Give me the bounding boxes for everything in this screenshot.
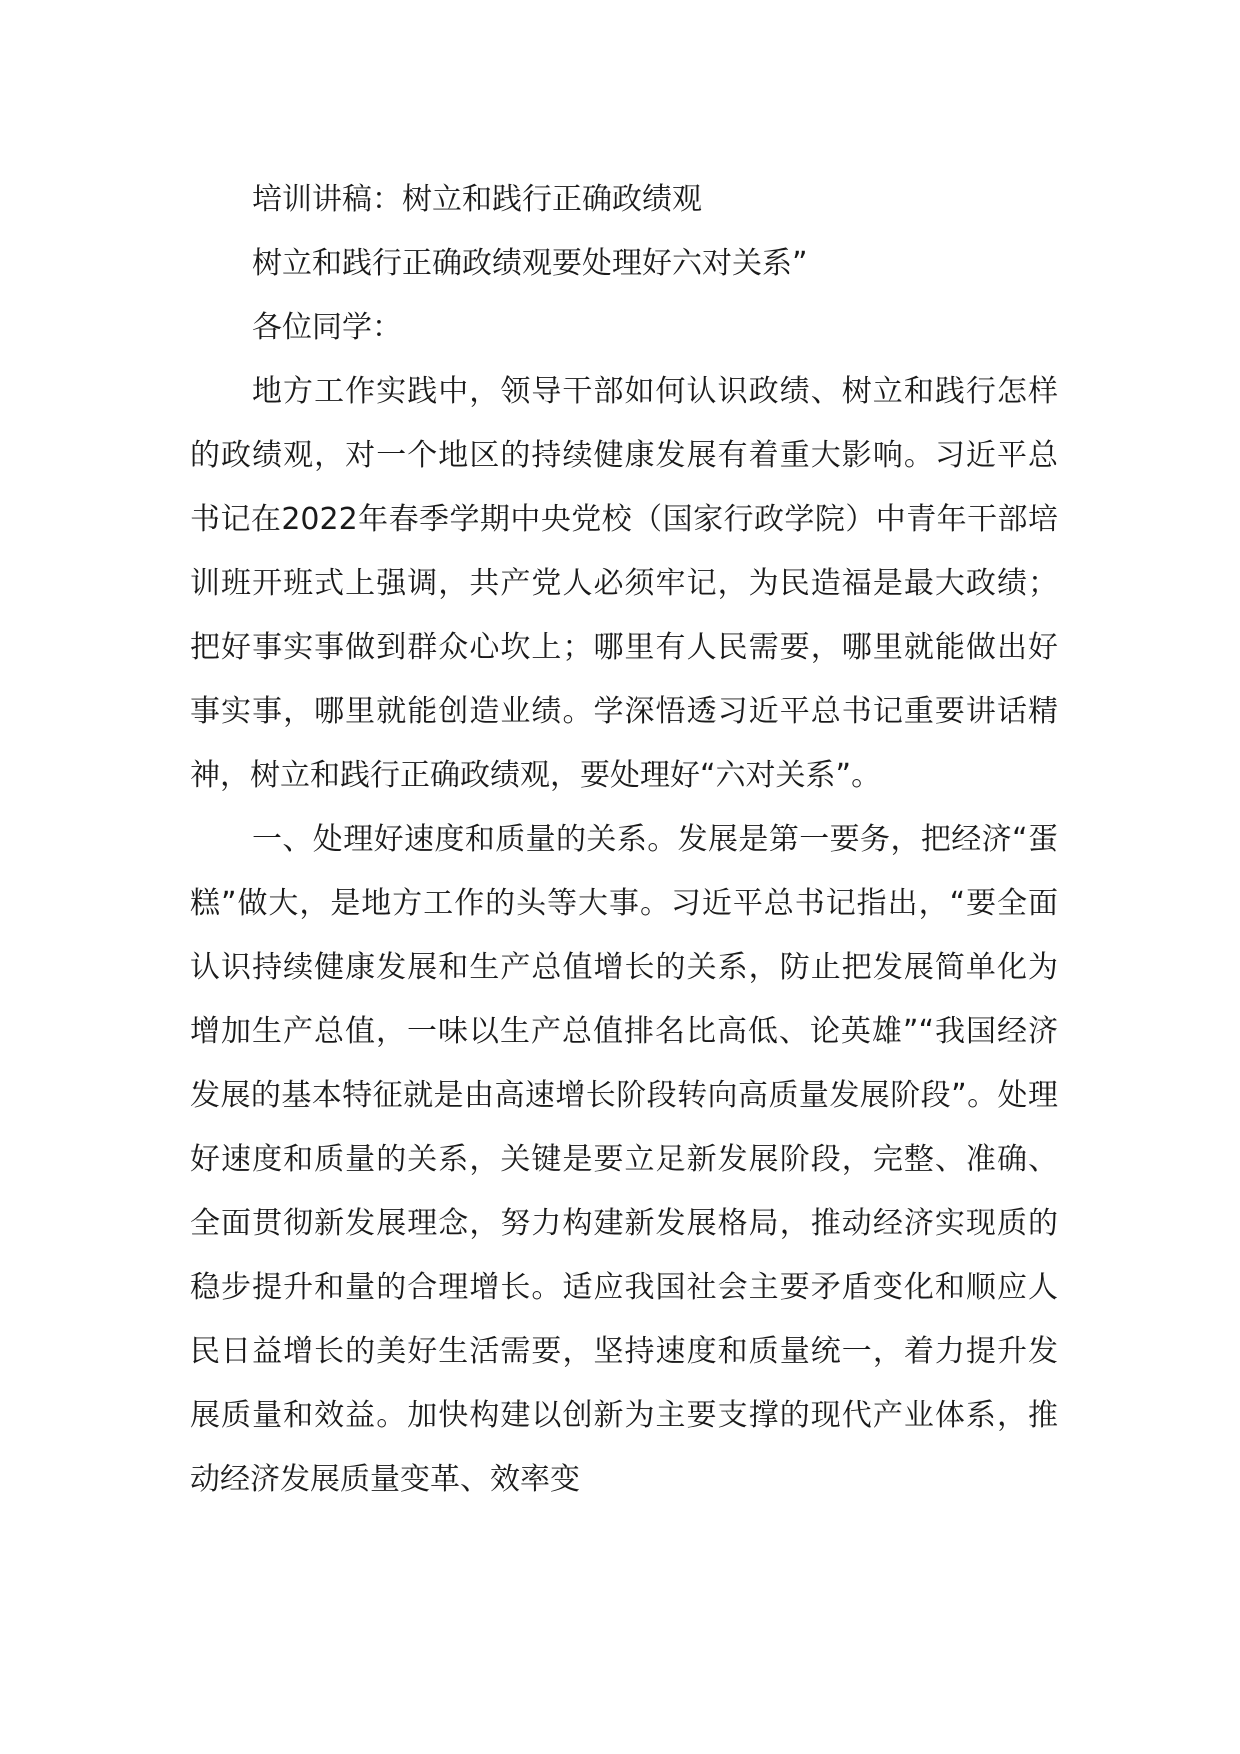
salutation: 各位同学： [252, 310, 402, 345]
paragraph-section-one: 一、处理好速度和质量的关系。发展是第一要务，把经济“蛋糕”做大，是地方工作的头等大事。习近平总书记指出，“要全面认识持续健康发展和生产总值增长的关系，防止把发展简单化为增加生产总值，一味以生产总值排名比高低、论英雄”“我国经济发展的基本特征就是由高速增长阶段转向高质量发展阶段”。处理好速度和质量的关系，关键是要立足新发展阶段，完整、准确、全面贯彻新发展理念，努力构建新发展格局，推动经济实现质的稳步提升和量的合理增长。适应我国社会主要矛盾变化和顺应人民日益增长的美好生活需要，坚持速度和质量统一，着力提升发展质量和效益。加快构建以创新为主要支撑的现代产业体系，推动经济发展质量变革、效率变 [190, 822, 1058, 1497]
paragraph-intro: 地方工作实践中，领导干部如何认识政绩、树立和践行怎样的政绩观，对一个地区的持续健康发展有着重大影响。习近平总书记在2022年春季学期中央党校（国家行政学院）中青年干部培训班开班式上强调，共产党人必须牢记，为民造福是最大政绩；把好事实事做到群众心坎上；哪里有人民需要，哪里就能做出好事实事，哪里就能创造业绩。学深悟透习近平总书记重要讲话精神，树立和践行正确政绩观，要处理好“六对关系”。 [190, 374, 1058, 793]
document-body [190, 168, 1058, 1512]
document-title: 培训讲稿：树立和践行正确政绩观 [252, 182, 702, 217]
document-subtitle: 树立和践行正确政绩观要处理好六对关系” [252, 246, 808, 281]
